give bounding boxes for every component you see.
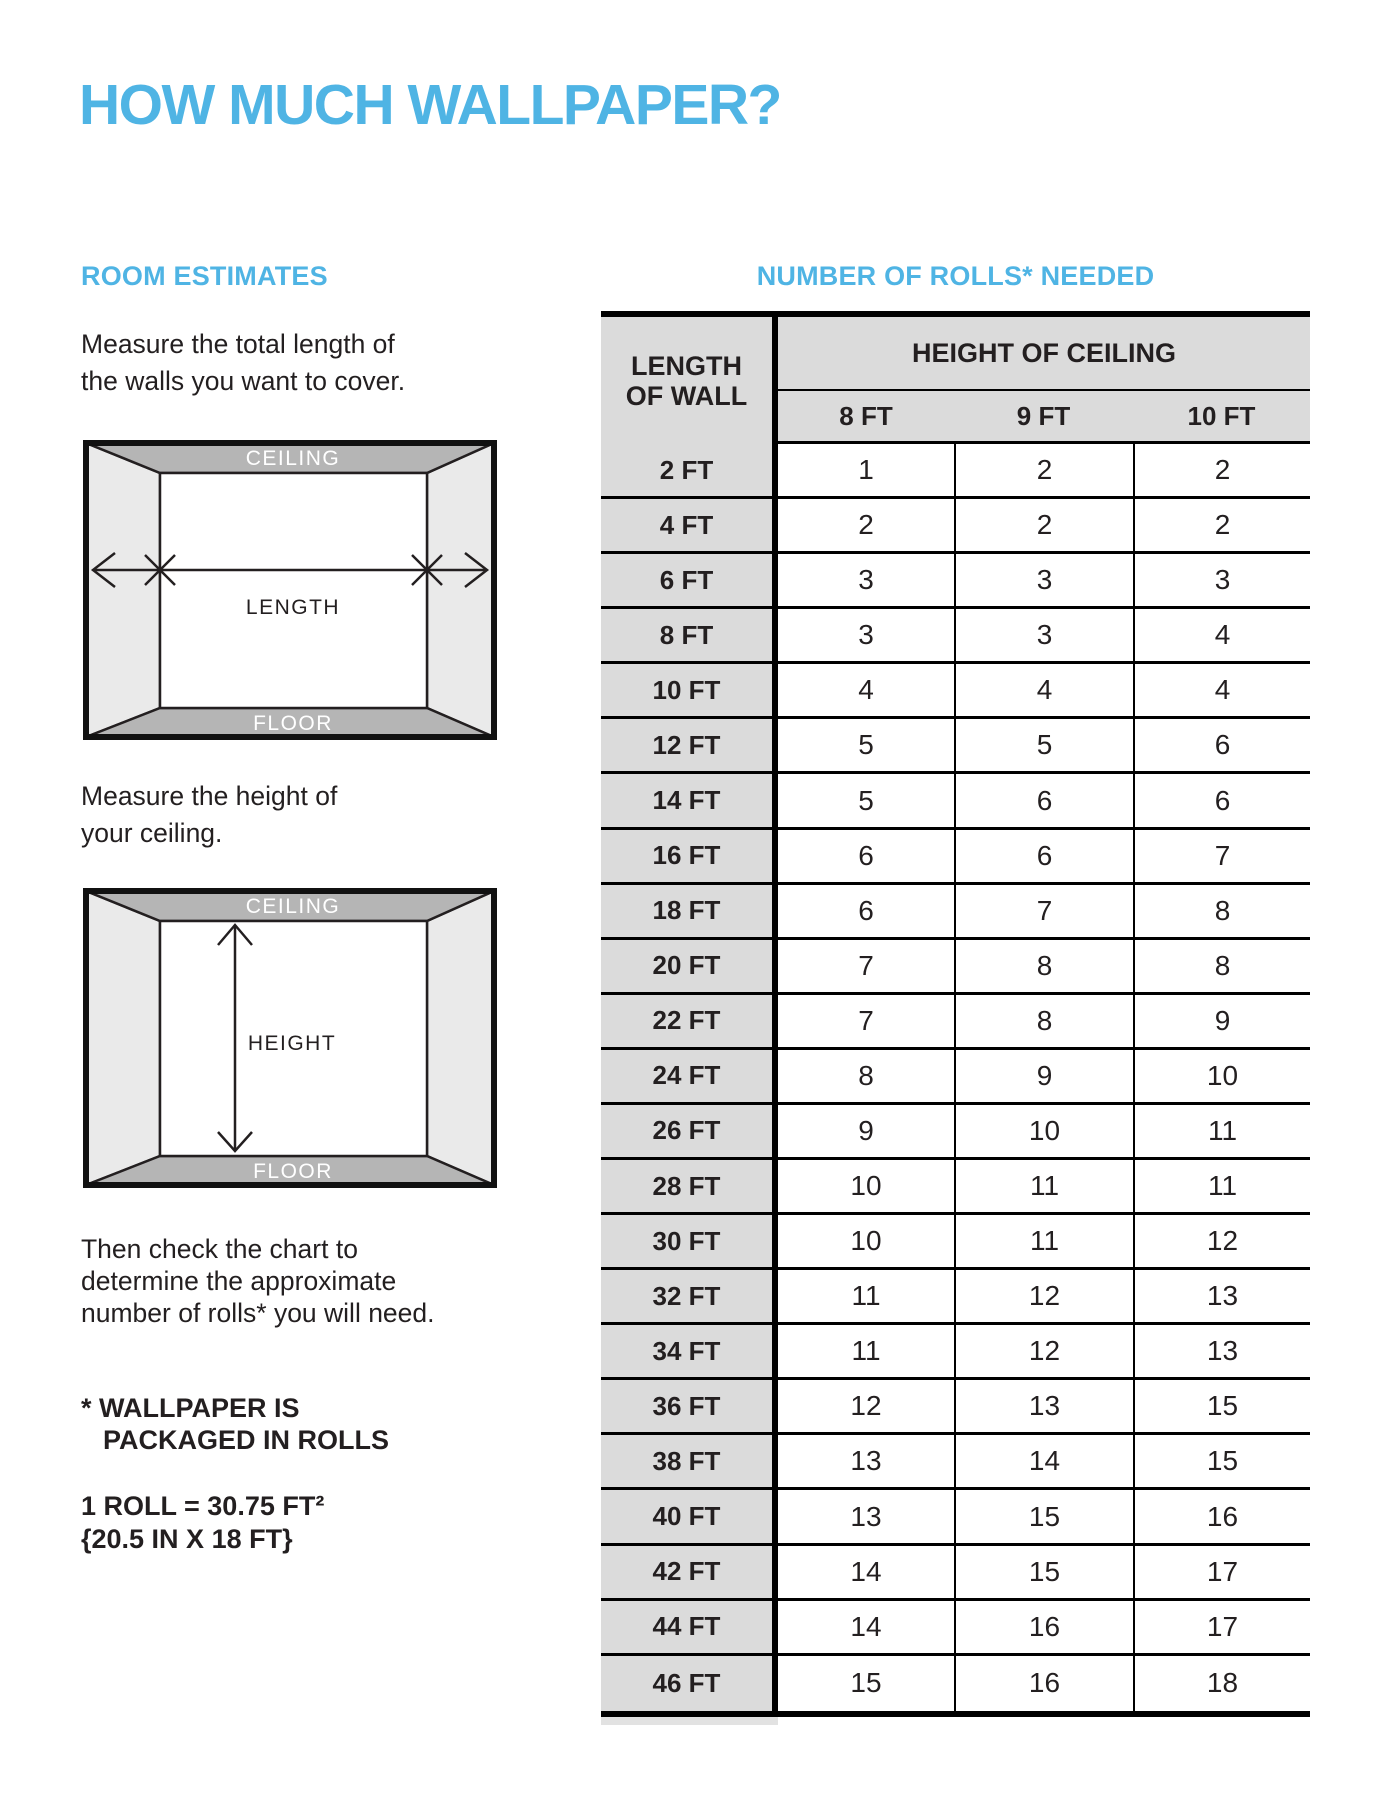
floor-label: FLOOR	[253, 1160, 333, 1183]
room-height-diagram	[83, 888, 497, 1188]
wall-length-cell: 10 FT	[601, 664, 778, 719]
rolls-cell: 12	[954, 1325, 1133, 1380]
wall-length-cell: 46 FT	[601, 1656, 778, 1711]
table-body	[601, 444, 1310, 1711]
rolls-cell: 5	[778, 719, 954, 774]
left-wall-face	[86, 443, 160, 737]
wall-length-cell: 4 FT	[601, 499, 778, 554]
rolls-cell: 17	[1133, 1601, 1310, 1656]
ceiling-height-header-group	[778, 317, 1310, 444]
height-of-ceiling-header: HEIGHT OF CEILING	[778, 317, 1310, 391]
col-header-10ft: 10 FT	[1187, 400, 1256, 431]
rolls-cell: 16	[1133, 1490, 1310, 1545]
rolls-cell: 15	[954, 1490, 1133, 1545]
page-title: HOW MUCH WALLPAPER?	[79, 73, 781, 137]
col-header-8ft: 8 FT	[839, 400, 893, 431]
back-wall-face	[160, 473, 427, 708]
rolls-cell: 6	[954, 830, 1133, 885]
length-of-wall-line2: OF WALL	[625, 380, 748, 411]
step3-text	[81, 1233, 435, 1329]
rolls-cell: 10	[1133, 1050, 1310, 1105]
height-label: HEIGHT	[247, 1032, 337, 1055]
right-wall-face	[427, 443, 494, 737]
rolls-cell: 8	[954, 995, 1133, 1050]
step2-line2: your ceiling.	[81, 818, 223, 848]
rolls-cell: 3	[778, 554, 954, 609]
wall-length-cell: 32 FT	[601, 1270, 778, 1325]
rolls-cell: 13	[1133, 1325, 1310, 1380]
rolls-cell: 11	[778, 1325, 954, 1380]
rolls-cell: 11	[778, 1270, 954, 1325]
rolls-cell: 5	[778, 774, 954, 829]
step3-line3: number of rolls* you will need.	[81, 1298, 435, 1328]
rolls-cell: 15	[778, 1656, 954, 1711]
rolls-cell: 11	[1133, 1160, 1310, 1215]
rolls-cell: 4	[1133, 609, 1310, 664]
rolls-cell: 13	[778, 1490, 954, 1545]
length-of-wall-line1: LENGTH	[631, 350, 742, 381]
rolls-cell: 3	[954, 609, 1133, 664]
rolls-cell: 10	[954, 1105, 1133, 1160]
rolls-cell: 15	[1133, 1435, 1310, 1490]
step3-line2: determine the approximate	[81, 1266, 397, 1296]
rolls-cell: 16	[954, 1656, 1133, 1711]
length-of-wall-header	[601, 317, 778, 444]
rolls-cell: 3	[954, 554, 1133, 609]
footnote-line2: PACKAGED IN ROLLS	[103, 1425, 390, 1455]
wall-length-cell: 24 FT	[601, 1050, 778, 1105]
rolls-needed-heading: NUMBER OF ROLLS* NEEDED	[756, 261, 1155, 291]
wall-length-cell: 14 FT	[601, 774, 778, 829]
step3-line1: Then check the chart to	[81, 1234, 358, 1264]
rolls-cell: 2	[778, 499, 954, 554]
ceiling-height-subheaders	[778, 391, 1310, 444]
rolls-cell: 6	[1133, 774, 1310, 829]
label-column-shadow	[601, 1717, 778, 1725]
rolls-cell: 6	[778, 830, 954, 885]
step2-text	[81, 778, 337, 852]
rolls-cell: 9	[1133, 995, 1310, 1050]
rolls-cell: 4	[778, 664, 954, 719]
roll-size-line2: {20.5 IN X 18 FT}	[81, 1524, 293, 1554]
rolls-cell: 6	[778, 885, 954, 940]
rolls-cell: 10	[778, 1160, 954, 1215]
wall-length-cell: 12 FT	[601, 719, 778, 774]
rolls-cell: 2	[1133, 499, 1310, 554]
rolls-cell: 4	[1133, 664, 1310, 719]
rolls-cell: 15	[1133, 1380, 1310, 1435]
step1-text	[81, 326, 405, 400]
rolls-cell: 9	[954, 1050, 1133, 1105]
rolls-cell: 18	[1133, 1656, 1310, 1711]
wall-length-cell: 8 FT	[601, 609, 778, 664]
rolls-cell: 16	[954, 1601, 1133, 1656]
wall-length-cell: 20 FT	[601, 940, 778, 995]
rolls-cell: 5	[954, 719, 1133, 774]
floor-label: FLOOR	[253, 712, 333, 735]
rolls-cell: 7	[778, 940, 954, 995]
wall-length-cell: 26 FT	[601, 1105, 778, 1160]
rolls-cell: 12	[954, 1270, 1133, 1325]
rolls-cell: 15	[954, 1546, 1133, 1601]
wall-length-cell: 40 FT	[601, 1490, 778, 1545]
wall-length-cell: 44 FT	[601, 1601, 778, 1656]
step2-line1: Measure the height of	[81, 781, 338, 811]
rolls-cell: 1	[778, 444, 954, 499]
rolls-footnote	[81, 1392, 389, 1456]
rolls-cell: 11	[1133, 1105, 1310, 1160]
rolls-cell: 6	[1133, 719, 1310, 774]
wall-length-cell: 42 FT	[601, 1546, 778, 1601]
rolls-cell: 6	[954, 774, 1133, 829]
left-wall-face	[86, 891, 160, 1185]
rolls-cell: 7	[1133, 830, 1310, 885]
wall-length-cell: 16 FT	[601, 830, 778, 885]
wall-length-cell: 18 FT	[601, 885, 778, 940]
wall-length-cell: 2 FT	[601, 444, 778, 499]
rolls-cell: 7	[954, 885, 1133, 940]
rolls-cell: 12	[1133, 1215, 1310, 1270]
rolls-cell: 14	[778, 1601, 954, 1656]
rolls-cell: 12	[778, 1380, 954, 1435]
rolls-cell: 11	[954, 1160, 1133, 1215]
wall-length-cell: 34 FT	[601, 1325, 778, 1380]
wall-length-cell: 30 FT	[601, 1215, 778, 1270]
rolls-cell: 8	[1133, 940, 1310, 995]
rolls-cell: 13	[1133, 1270, 1310, 1325]
rolls-cell: 2	[1133, 444, 1310, 499]
wall-length-cell: 6 FT	[601, 554, 778, 609]
rolls-cell: 3	[778, 609, 954, 664]
col-header-9ft: 9 FT	[1016, 400, 1071, 431]
rolls-cell: 13	[778, 1435, 954, 1490]
rolls-cell: 17	[1133, 1546, 1310, 1601]
wall-length-cell: 36 FT	[601, 1380, 778, 1435]
rolls-cell: 8	[954, 940, 1133, 995]
wall-length-cell: 22 FT	[601, 995, 778, 1050]
rolls-cell: 3	[1133, 554, 1310, 609]
rolls-cell: 13	[954, 1380, 1133, 1435]
footnote-line1: * WALLPAPER IS	[81, 1393, 300, 1423]
rolls-cell: 11	[954, 1215, 1133, 1270]
rolls-cell: 10	[778, 1215, 954, 1270]
room-length-diagram	[83, 440, 497, 740]
ceiling-label: CEILING	[245, 895, 341, 918]
step1-line2: the walls you want to cover.	[81, 366, 406, 396]
rolls-cell: 14	[778, 1546, 954, 1601]
room-estimates-heading: ROOM ESTIMATES	[81, 261, 328, 291]
length-label: LENGTH	[245, 596, 341, 619]
table-header	[601, 317, 1310, 444]
rolls-cell: 8	[1133, 885, 1310, 940]
right-wall-face	[427, 891, 494, 1185]
ceiling-label: CEILING	[245, 447, 341, 470]
rolls-cell: 2	[954, 499, 1133, 554]
rolls-table	[601, 311, 1310, 1717]
rolls-cell: 4	[954, 664, 1133, 719]
rolls-cell: 14	[954, 1435, 1133, 1490]
wall-length-cell: 28 FT	[601, 1160, 778, 1215]
rolls-cell: 2	[954, 444, 1133, 499]
step1-line1: Measure the total length of	[81, 329, 395, 359]
wall-length-cell: 38 FT	[601, 1435, 778, 1490]
roll-size-line1: 1 ROLL = 30.75 FT²	[81, 1491, 325, 1521]
rolls-cell: 9	[778, 1105, 954, 1160]
rolls-cell: 7	[778, 995, 954, 1050]
rolls-cell: 8	[778, 1050, 954, 1105]
roll-size-note	[81, 1490, 324, 1556]
